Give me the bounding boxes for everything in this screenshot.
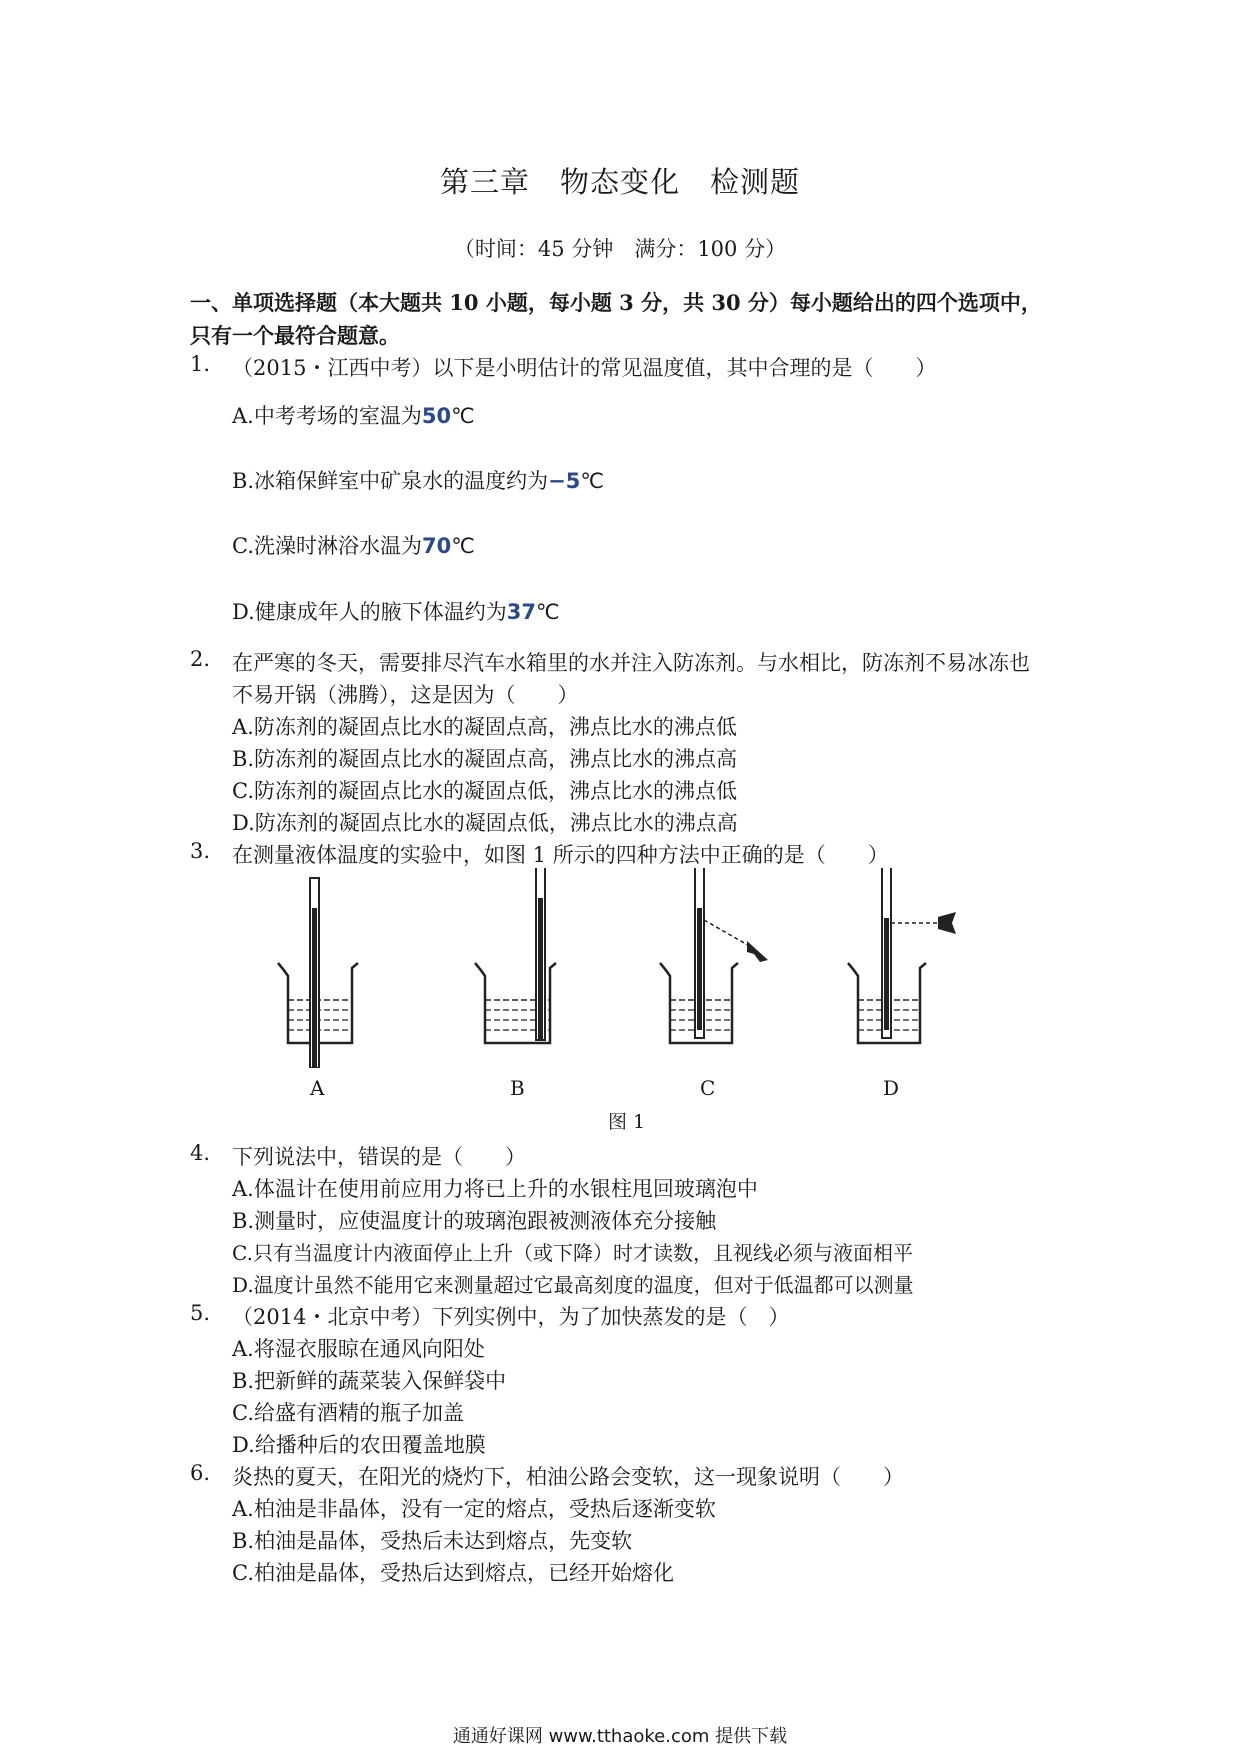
question-4-number: 4. [190, 1141, 211, 1165]
question-2-number: 2. [190, 647, 211, 671]
option-value: 50 [421, 404, 452, 428]
page-footer: 通通好课网 www.tthaoke.com 提供下载 [452, 1726, 788, 1747]
question-6-text: 炎热的夏天，在阳光的烧灼下，柏油公路会变软，这一现象说明（ ） [232, 1465, 904, 1489]
question-6-option-b: B.柏油是晶体，受热后未达到熔点，先变软 [232, 1529, 633, 1553]
question-5-option-b: B.把新鲜的蔬菜装入保鲜袋中 [232, 1369, 507, 1393]
figure-label-c: C [700, 1076, 716, 1100]
section-heading-line2: 只有一个最符合题意。 [190, 323, 400, 348]
beaker-a [278, 878, 358, 1068]
exam-info: （时间：45 分钟 满分：100 分） [453, 237, 787, 261]
beaker-b [475, 868, 556, 1043]
question-2-option-c: C.防冻剂的凝固点比水的凝固点低，沸点比水的沸点低 [232, 779, 737, 803]
option-text: A.中考考场的室温为 [232, 404, 422, 428]
question-5-option-c: C.给盛有酒精的瓶子加盖 [232, 1401, 464, 1425]
question-3-number: 3. [190, 839, 211, 863]
figure-label-b: B [510, 1076, 525, 1100]
beaker-d [848, 868, 956, 1043]
question-1-text: （2015・江西中考）以下是小明估计的常见温度值，其中合理的是（ ） [232, 356, 937, 380]
option-unit: ℃ [536, 600, 560, 624]
question-3-text: 在测量液体温度的实验中，如图 1 所示的四种方法中正确的是（ ） [232, 843, 889, 867]
figure-label-d: D [883, 1076, 900, 1100]
option-text: C.洗澡时淋浴水温为 [232, 534, 422, 558]
option-value: 70 [422, 534, 452, 558]
question-5-number: 5. [190, 1301, 211, 1325]
question-2-text-line1: 在严寒的冬天，需要排尽汽车水箱里的水并注入防冻剂。与水相比，防冻剂不易冰冻也 [232, 651, 1030, 675]
question-4-option-b: B.测量时，应使温度计的玻璃泡跟被测液体充分接触 [232, 1209, 717, 1233]
question-4-option-a: A.体温计在使用前应用力将已上升的水银柱甩回玻璃泡中 [232, 1177, 758, 1201]
question-5-option-d: D.给播种后的农田覆盖地膜 [232, 1433, 486, 1457]
question-2-option-d: D.防冻剂的凝固点比水的凝固点低，沸点比水的沸点高 [232, 811, 738, 835]
question-2-text-line2: 不易开锅（沸腾），这是因为（ ） [232, 683, 579, 707]
option-value: 37 [506, 600, 536, 624]
question-1-number: 1. [190, 352, 211, 376]
page-title: 第三章 物态变化 检测题 [439, 165, 800, 199]
option-unit: ℃ [451, 404, 475, 428]
figure-caption: 图 1 [608, 1111, 646, 1133]
question-4-text: 下列说法中，错误的是（ ） [232, 1145, 526, 1169]
question-2-option-b: B.防冻剂的凝固点比水的凝固点高，沸点比水的沸点高 [232, 747, 738, 771]
question-5-text: （2014・北京中考）下列实例中，为了加快蒸发的是（ ） [232, 1305, 790, 1329]
question-4-option-d: D.温度计虽然不能用它来测量超过它最高刻度的温度，但对于低温都可以测量 [232, 1273, 914, 1297]
question-4-option-c: C.只有当温度计内液面停止上升（或下降）时才读数，且视线必须与液面相平 [232, 1241, 913, 1265]
option-text: D.健康成年人的腋下体温约为 [232, 600, 507, 624]
question-6-number: 6. [190, 1461, 211, 1485]
question-6-option-a: A.柏油是非晶体，没有一定的熔点，受热后逐渐变软 [232, 1497, 716, 1521]
question-2-option-a: A.防冻剂的凝固点比水的凝固点高，沸点比水的沸点低 [232, 715, 737, 739]
question-6-option-c: C.柏油是晶体，受热后达到熔点，已经开始熔化 [232, 1561, 674, 1585]
beaker-c [660, 868, 768, 1043]
section-heading-line1: 一、单项选择题（本大题共 10 小题，每小题 3 分，共 30 分）每小题给出的四个选项中， [190, 290, 1042, 315]
option-unit: ℃ [451, 534, 475, 558]
option-unit: ℃ [580, 469, 604, 493]
option-text: B.冰箱保鲜室中矿泉水的温度约为 [232, 469, 549, 493]
question-1-option-d [232, 596, 560, 626]
question-1-option-c [232, 530, 475, 560]
figure-label-a: A [310, 1076, 325, 1100]
question-1-option-b [232, 465, 604, 495]
thermometer-figure [250, 868, 980, 1068]
question-5-option-a: A.将湿衣服晾在通风向阳处 [232, 1337, 485, 1361]
question-1-option-a [232, 400, 475, 430]
option-value: −5 [548, 469, 581, 493]
